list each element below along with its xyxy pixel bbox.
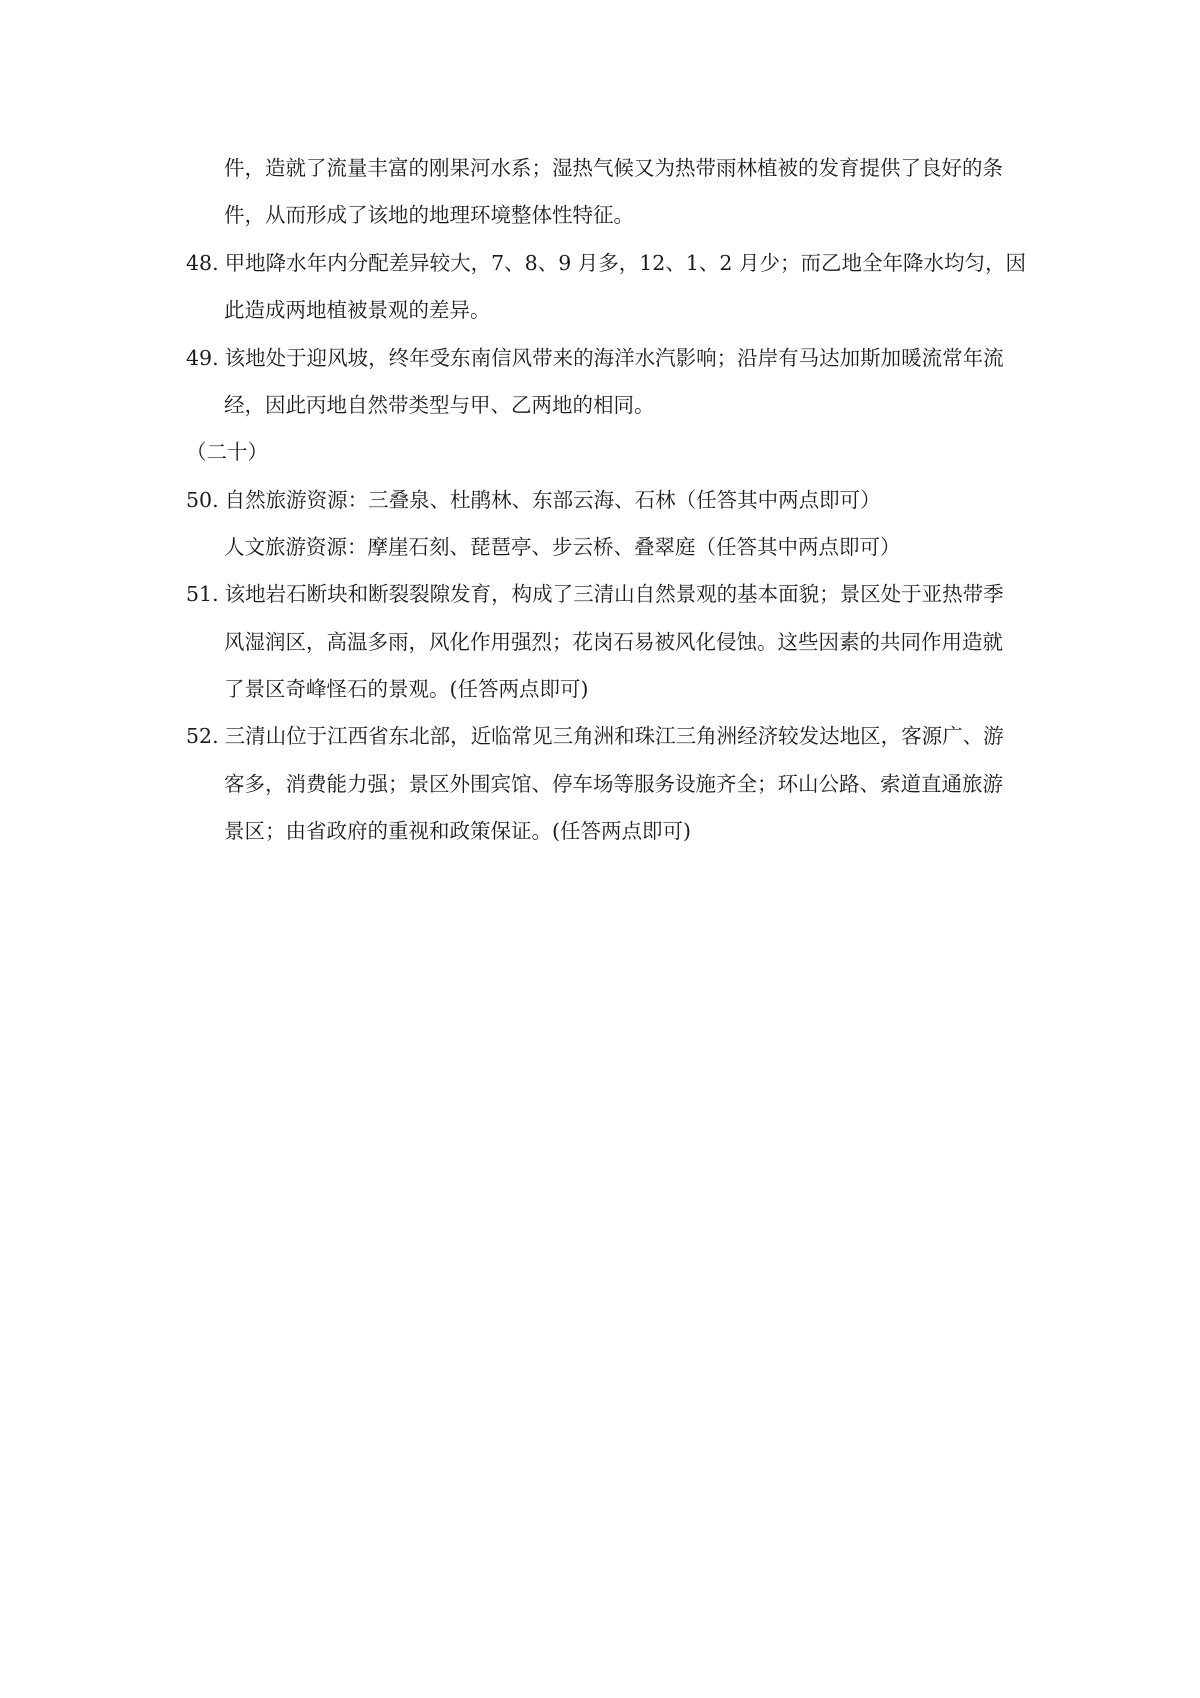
question-number-52: 52. bbox=[186, 724, 219, 748]
answer-47-line-2: 件，造就了流量丰富的刚果河水系；湿热气候又为热带雨林植被的发育提供了良好的条 bbox=[224, 156, 1003, 180]
question-number-50: 50. bbox=[186, 488, 219, 512]
answer-52-line-2: 客多，消费能力强；景区外围宾馆、停车场等服务设施齐全；环山公路、索道直通旅游 bbox=[224, 772, 1003, 796]
answer-48-line-2: 此造成两地植被景观的差异。 bbox=[224, 298, 491, 322]
answer-50-text-1: 自然旅游资源：三叠泉、杜鹃林、东部云海、石林（任答其中两点即可） bbox=[224, 488, 881, 512]
answer-51-line-3: 了景区奇峰怪石的景观。(任答两点即可) bbox=[224, 677, 589, 701]
question-number-49: 49. bbox=[186, 346, 219, 370]
section-heading-20: （二十） bbox=[186, 440, 268, 464]
answer-52-text-1: 三清山位于江西省东北部，近临常见三角洲和珠江三角洲经济较发达地区，客源广、游 bbox=[224, 724, 1004, 748]
answer-49-line-2: 经，因此丙地自然带类型与甲、乙两地的相同。 bbox=[224, 393, 655, 417]
question-number-48: 48. bbox=[186, 251, 219, 275]
answer-50-line-1 bbox=[186, 486, 881, 514]
answer-47-line-3: 件，从而形成了该地的地理环境整体性特征。 bbox=[224, 203, 634, 227]
answer-51-line-2: 风湿润区，高温多雨，风化作用强烈；花岗石易被风化侵蚀。这些因素的共同作用造就 bbox=[224, 630, 1003, 654]
question-number-51: 51. bbox=[186, 582, 219, 606]
answer-51-text-1: 该地岩石断块和断裂裂隙发育，构成了三清山自然景观的基本面貌；景区处于亚热带季 bbox=[224, 582, 1004, 606]
answer-51-line-1 bbox=[186, 580, 1004, 608]
answer-48-line-1 bbox=[186, 249, 1026, 277]
answer-52-line-3: 景区；由省政府的重视和政策保证。(任答两点即可) bbox=[224, 819, 691, 843]
answer-48-text-1: 甲地降水年内分配差异较大，7、8、9 月多，12、1、2 月少；而乙地全年降水均匀，因 bbox=[224, 251, 1026, 275]
answer-50-line-2: 人文旅游资源：摩崖石刻、琵琶亭、步云桥、叠翠庭（任答其中两点即可） bbox=[224, 535, 901, 559]
answer-52-line-1 bbox=[186, 722, 1004, 750]
answer-49-text-1: 该地处于迎风坡，终年受东南信风带来的海洋水汽影响；沿岸有马达加斯加暖流常年流 bbox=[224, 346, 1004, 370]
answer-49-line-1 bbox=[186, 344, 1004, 372]
